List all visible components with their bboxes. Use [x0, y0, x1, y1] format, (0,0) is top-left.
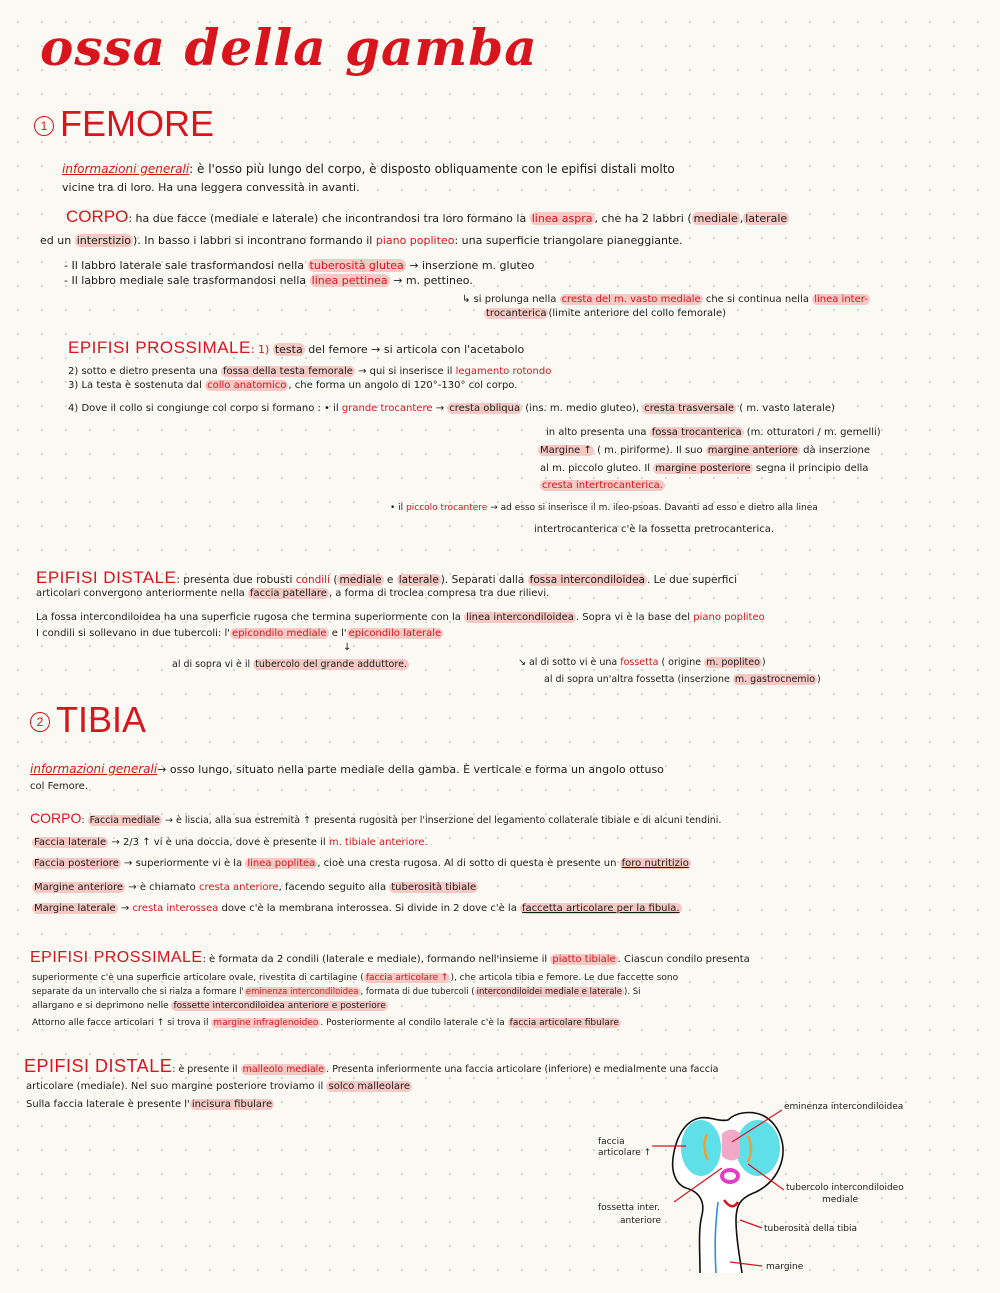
corpo-label: CORPO — [66, 207, 129, 226]
diagram-label-faccia-1: faccia — [598, 1137, 625, 1147]
distale-label: EPIFISI DISTALE — [36, 568, 177, 587]
tibia-prossimale-line3: separate da un intervallo che si rialza a formare l' eminenza intercondiloidea , formata di due tubercoli ( intercondiloidei mediale e laterale ). Si — [32, 987, 641, 997]
tibia-corpo-line2: Faccia laterale → 2/3 ↑ vi è una doccia, dove è presente il m. tibiale anteriore. — [34, 837, 428, 848]
diagram-label-fossetta-2: anteriore — [620, 1216, 662, 1226]
intercondylar-eminence — [722, 1130, 740, 1161]
femore-grande-trocantere-line2: in alto presenta una fossa trocanterica (m. otturatori / m. gemelli) — [546, 427, 881, 438]
femore-corpo-bullet3: ↳ si prolunga nella cresta del m. vasto mediale che si continua nella linea inter- — [462, 294, 868, 305]
femore-prossimale-line3: 3) La testa è sostenuta dal collo anatomico , che forma un angolo di 120°-130° col corpo. — [68, 380, 518, 391]
femore-info-line2: vicine tra di loro. Ha una leggera convessità in avanti. — [62, 181, 360, 194]
femore-prossimale-line1: EPIFISI PROSSIMALE: 1) testa del femore → si articola con l'acetabolo — [68, 338, 525, 357]
femore-grande-trocantere-line3: Margine ↑ ( m. piriforme). Il suo margine anteriore dà inserzione — [540, 445, 871, 456]
femore-distale-arrow-down: ↓ — [343, 642, 352, 653]
femore-piccolo-trocantere-line2: intertrocanterica c'è la fossetta pretrocanterica. — [534, 524, 775, 535]
tibia-distale-line1: EPIFISI DISTALE: è presente il malleolo mediale . Presenta inferiormente una faccia articolare (inferiore) e medialmente una faccia — [24, 1056, 719, 1076]
femore-piccolo-trocantere-line1: • il piccolo trocantere → ad esso si inserisce il m. ileo-psoas. Davanti ad esso e dietro alla linea — [390, 503, 818, 513]
corpo-label: CORPO — [30, 810, 82, 826]
femore-prossimale-line4: 4) Dove il collo si congiunge col corpo si formano : • il grande trocantere → cresta obliqua (ins. m. medio gluteo), cresta trasversale ( m. vasto laterale) — [68, 403, 835, 414]
section-number: 1 — [34, 116, 54, 136]
articular-facet-right — [736, 1120, 780, 1176]
diagram-label-fossetta-1: fossetta inter. — [598, 1203, 661, 1213]
info-label: informazioni generali — [30, 762, 158, 776]
tibia-corpo-line5: Margine laterale → cresta interossea dove c'è la membrana interossea. Si divide in 2 dove c'è la faccetta articolare per la fibula. — [34, 903, 680, 914]
femore-grande-trocantere-line4: al m. piccolo gluteo. Il margine posteriore segna il principio della — [540, 463, 869, 474]
articular-facet-left — [681, 1120, 721, 1176]
tibia-prossimale-line1: EPIFISI PROSSIMALE: è formata da 2 condili (laterale e mediale), formando nell'insieme il piatto tibiale . Ciascun condilo presenta — [30, 949, 750, 966]
femore-distale-line3: La fossa intercondiloidea ha una superficie rugosa che termina superiormente con la linea intercondiloidea . Sopra vi è la base del piano popliteo — [36, 612, 765, 623]
femore-corpo-line1: CORPO: ha due facce (mediale e laterale) che incontrandosi tra loro formano la linea aspra , che ha 2 labbri ( mediale , laterale — [66, 207, 788, 226]
femore-corpo-bullet2: - Il labbro mediale sale trasformandosi nella linea pettinea → m. pettineo. — [64, 274, 473, 287]
section-title: FEMORE — [60, 103, 215, 144]
page-title: ossa della gamba — [40, 18, 538, 77]
tibia-corpo-line4: Margine anteriore → è chiamato cresta anteriore, facendo seguito alla tuberosità tibiale — [34, 882, 477, 893]
section-title: TIBIA — [56, 699, 147, 740]
tibia-corpo-line3: Faccia posteriore → superiormente vi è la linea poplitea , cioè una cresta rugosa. Al di sotto di questa è presente un foro nutritizio — [34, 858, 689, 869]
section-heading-tibia — [30, 700, 146, 740]
prossimale-label: EPIFISI PROSSIMALE — [30, 949, 203, 966]
leader-tuberosita — [740, 1220, 762, 1228]
tubercle-pink-inner — [724, 1172, 736, 1180]
tibia-distale-line2: articolare (mediale). Nel suo margine posteriore troviamo il solco malleolare — [26, 1081, 411, 1092]
prossimale-label: EPIFISI PROSSIMALE — [68, 338, 251, 357]
femore-prossimale-line2: 2) sotto e dietro presenta una fossa della testa femorale → qui si inserisce il legamento rotondo — [68, 366, 552, 377]
tibia-prossimale-line4: allargano e si deprimono nelle fossette intercondiloidea anteriore e posteriore — [32, 1001, 386, 1011]
femore-corpo-bullet1: - Il labbro laterale sale trasformandosi nella tuberosità glutea → inserzione m. gluteo — [64, 259, 535, 272]
tibia-distale-line3: Sulla faccia laterale è presente l' incisura fibulare — [26, 1099, 273, 1110]
tibia-info-line1: informazioni generali→ osso lungo, situato nella parte mediale della gamba. È verticale e forma un angolo ottuso — [30, 762, 664, 776]
femore-distale-line6: al di sopra un'altra fossetta (inserzione m. gastrocnemio ) — [544, 674, 821, 685]
diagram-label-margine: margine — [766, 1262, 804, 1272]
femore-distale-line5a: al di sopra vi è il tubercolo del grande adduttore. — [172, 659, 407, 670]
tibia-prossimale-line5: Attorno alle facce articolari ↑ si trova il margine infraglenoideo . Posteriormente al condilo laterale c'è la faccia articolare fibulare — [32, 1018, 619, 1028]
femore-distale-line4: I condili si sollevano in due tubercoli: l' epicondilo mediale e l' epicondilo laterale — [36, 628, 442, 639]
femore-distale-line2: articolari convergono anteriormente nella faccia patellare , a forma di troclea compresa tra due rilievi. — [36, 588, 550, 599]
distale-label: EPIFISI DISTALE — [24, 1056, 173, 1076]
info-label: informazioni generali — [62, 162, 190, 176]
diagram-label-tubercolo-2: mediale — [822, 1195, 859, 1205]
section-number: 2 — [30, 712, 50, 732]
diagram-label-tubercolo-1: tubercolo intercondiloideo — [786, 1183, 904, 1193]
tibia-info-line2: col Femore. — [30, 781, 89, 792]
femore-grande-trocantere-line5: cresta intertrocanterica. — [542, 480, 663, 491]
tibia-prossimale-line2: superiormente c'è una superficie articolare ovale, rivestita di cartilagine ( faccia articolare ↑ ), che articola tibia e femore. Le due faccette sono — [32, 973, 679, 983]
femore-distale-line1: EPIFISI DISTALE: presenta due robusti condili ( mediale e laterale ). Separati dalla fossa intercondiloidea . Le due superfici — [36, 568, 738, 587]
diagram-label-eminenza: eminenza intercondiloidea — [784, 1102, 904, 1112]
femore-distale-line5b: ↘ al di sotto vi è una fossetta ( origine m. popliteo ) — [518, 657, 766, 668]
femore-corpo-bullet3b: trocanterica (limite anteriore del collo femorale) — [486, 308, 727, 319]
tibia-corpo-line1: CORPO: Faccia mediale → è liscia, alla sua estremità ↑ presenta rugosità per l'inserzione del legamento collaterale tibiale e di alcuni tendini. — [30, 810, 722, 826]
diagram-label-tuberosita: tuberosità della tibia — [764, 1224, 857, 1234]
section-heading-femore — [34, 104, 214, 144]
femore-corpo-line2: ed un interstizio ). In basso i labbri si incontrano formando il piano popliteo: una superficie triangolare pianeggiante. — [40, 234, 683, 247]
femore-info-line1: informazioni generali: è l'osso più lungo del corpo, è disposto obliquamente con le epifisi distali molto — [62, 162, 675, 176]
diagram-label-faccia-2: articolare ↑ — [598, 1148, 652, 1158]
